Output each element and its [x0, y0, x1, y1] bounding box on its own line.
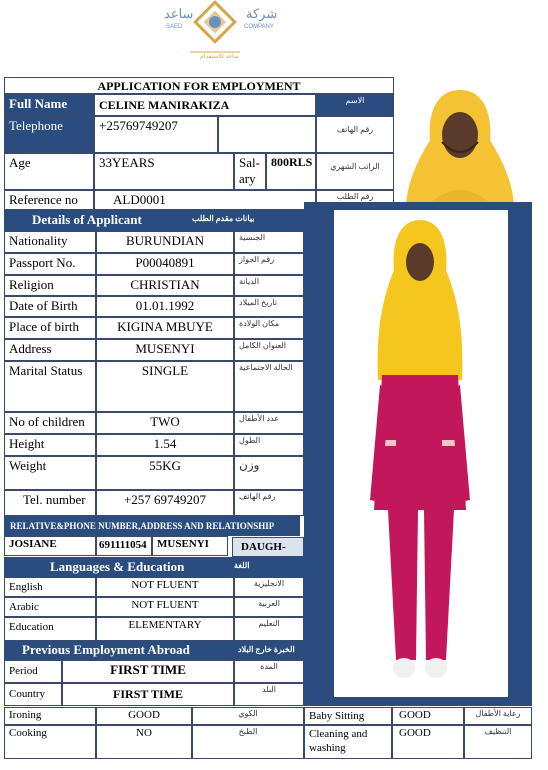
- reference-ar: رقم الطلب: [316, 190, 394, 210]
- telephone-label-cell: [4, 116, 94, 153]
- logo-text-ar-right: شركة: [246, 6, 278, 21]
- skill-label: Cooking: [4, 725, 96, 759]
- telephone-empty: [218, 116, 316, 153]
- full-name-ar: الاسم: [316, 94, 394, 116]
- detail-value: P00040891: [96, 253, 234, 275]
- detail-ar: الطول: [234, 434, 304, 456]
- lang-label: Arabic: [4, 597, 96, 617]
- skill-value: NO: [96, 725, 192, 759]
- detail-ar: عدد الأطفال: [234, 412, 304, 434]
- detail-value: SINGLE: [96, 361, 234, 412]
- previous-heading: [4, 641, 304, 660]
- salary-value: 800RLS: [266, 153, 316, 190]
- logo-text-en-left: SAED: [166, 24, 183, 30]
- detail-ar: الجنسية: [234, 231, 304, 253]
- skill-label: Ironing: [4, 707, 96, 725]
- details-heading-ar: بيانات مقدم الطلب: [192, 214, 255, 223]
- detail-value: 01.01.1992: [96, 296, 234, 317]
- lang-ar: الانجليزية: [234, 577, 304, 597]
- logo-subtitle: ساعد للاستقدام: [200, 54, 239, 60]
- skill-label-2: Baby Sitting: [304, 707, 392, 725]
- detail-label: Passport No.: [4, 253, 96, 275]
- salary-ar: الراتب الشهري: [316, 153, 394, 190]
- age-label: Age: [4, 153, 94, 190]
- skill-ar-2: التنظيف: [464, 725, 532, 759]
- detail-value: KIGINA MBUYE: [96, 317, 234, 339]
- applicant-full-photo: [334, 210, 508, 697]
- detail-value: TWO: [96, 412, 234, 434]
- prev-label: Country: [4, 683, 62, 706]
- relative-heading: RELATIVE&PHONE NUMBER,ADDRESS AND RELATIONSHIP: [4, 516, 300, 536]
- languages-heading-text: Languages & Education: [50, 559, 185, 574]
- relative-name: JOSIANE: [4, 536, 96, 556]
- telephone-label: Telephone: [9, 118, 63, 133]
- previous-heading-ar: الخبرة خارج البلاد: [238, 645, 295, 654]
- detail-label: Weight: [4, 456, 96, 490]
- relative-phone: 691111054: [96, 536, 152, 556]
- previous-heading-text: Previous Employment Abroad: [22, 642, 190, 657]
- skill-label-2: Cleaning and washing: [304, 725, 392, 759]
- detail-label: Address: [4, 339, 96, 361]
- detail-label: Height: [4, 434, 96, 456]
- detail-ar: وزن: [234, 456, 304, 490]
- salary-label: Sal-ary: [234, 153, 266, 190]
- languages-heading: [4, 557, 304, 577]
- detail-ar: رقم الجواز: [234, 253, 304, 275]
- skill-value: GOOD: [96, 707, 192, 725]
- prev-ar: البلد: [234, 683, 304, 706]
- relative-relation: DAUGH-: [232, 537, 304, 557]
- detail-ar: رقم الهاتف: [234, 490, 304, 516]
- reference-value: ALD0001: [94, 190, 316, 210]
- detail-label: Marital Status: [4, 361, 96, 412]
- relative-address: MUSENYI: [152, 536, 228, 556]
- telephone-ar: رقم الهاتف: [316, 116, 394, 153]
- detail-ar: تاريخ الميلاد: [234, 296, 304, 317]
- detail-ar: الحالة الاجتماعية: [234, 361, 304, 412]
- skill-ar: الطبخ: [192, 725, 304, 759]
- details-heading: [4, 210, 304, 231]
- prev-label: Period: [4, 660, 62, 683]
- detail-value: CHRISTIAN: [96, 275, 234, 296]
- detail-label: Nationality: [4, 231, 96, 253]
- full-name-label-cell: [4, 94, 94, 116]
- detail-value: MUSENYI: [96, 339, 234, 361]
- detail-value: 55KG: [96, 456, 234, 490]
- detail-label: Place of birth: [4, 317, 96, 339]
- skill-ar: الكوي: [192, 707, 304, 725]
- lang-ar: العربية: [234, 597, 304, 617]
- skill-value-2: GOOD: [392, 725, 464, 759]
- lang-ar: التعليم: [234, 617, 304, 641]
- skill-value-2: GOOD: [392, 707, 464, 725]
- logo-text-en-right: COMPANY: [244, 24, 274, 30]
- detail-ar: العنوان الكامل: [234, 339, 304, 361]
- full-body-photo-icon: [334, 210, 508, 697]
- detail-value: 1.54: [96, 434, 234, 456]
- lang-value: NOT FLUENT: [96, 577, 234, 597]
- full-name-value: CELINE MANIRAKIZA: [94, 94, 316, 116]
- detail-label: Tel. number: [4, 490, 96, 516]
- age-value: 33YEARS: [94, 153, 234, 190]
- logo-text-ar-left: ساعد: [164, 6, 194, 21]
- lang-value: NOT FLUENT: [96, 597, 234, 617]
- lang-label: Education: [4, 617, 96, 641]
- detail-value: +257 69749207: [96, 490, 234, 516]
- detail-value: BURUNDIAN: [96, 231, 234, 253]
- skill-ar-2: رعاية الأطفال: [464, 707, 532, 725]
- lang-value: ELEMENTARY: [96, 617, 234, 641]
- details-heading-text: Details of Applicant: [32, 212, 142, 227]
- lang-label: English: [4, 577, 96, 597]
- prev-value: FIRST TIME: [62, 683, 234, 706]
- form-title: APPLICATION FOR EMPLOYMENT: [4, 77, 394, 94]
- detail-ar: مكان الولادة: [234, 317, 304, 339]
- applicant-headshot: [398, 80, 522, 205]
- reference-label: Reference no: [4, 190, 94, 210]
- prev-value: FIRST TIME: [62, 660, 234, 683]
- detail-ar: الديانة: [234, 275, 304, 296]
- detail-label: Date of Birth: [4, 296, 96, 317]
- telephone-value: +25769749207: [94, 116, 218, 153]
- detail-label: No of children: [4, 412, 96, 434]
- detail-label: Religion: [4, 275, 96, 296]
- full-name-label: Full Name: [9, 96, 68, 111]
- headshot-photo-icon: [398, 80, 522, 205]
- languages-heading-ar: اللغة: [234, 561, 250, 570]
- prev-ar: المدة: [234, 660, 304, 683]
- company-logo: [160, 0, 278, 60]
